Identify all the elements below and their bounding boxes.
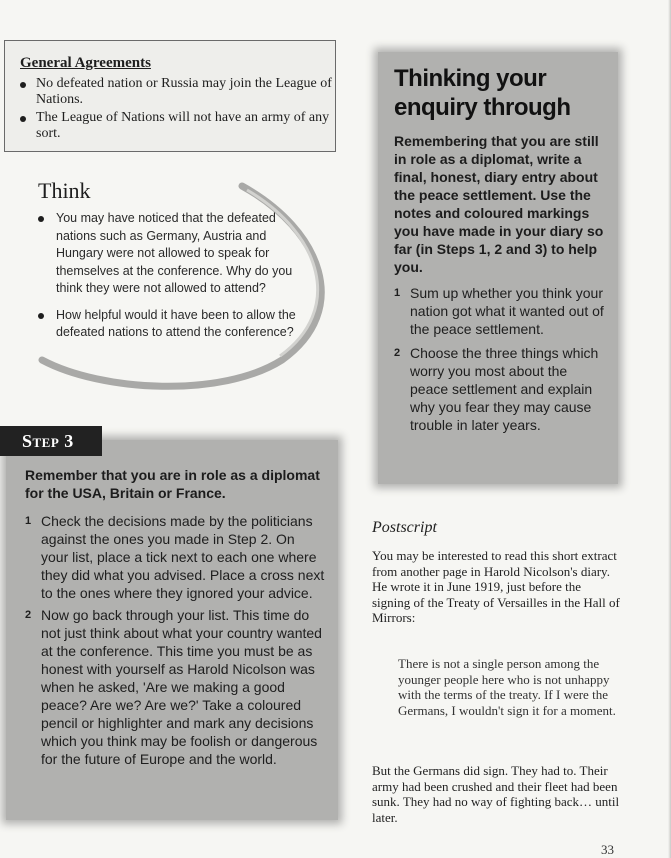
diary-quote: There is not a single person among the younger people here who is not unhappy with the terms of the treaty. If I were the Germans, I wouldn't sign it for a moment. — [398, 656, 616, 718]
task-text: Choose the three things which worry you most about the peace settlement and explain why you fear they may cause trouble in later years. — [410, 345, 599, 433]
list-item — [38, 210, 303, 298]
enquiry-tasks — [394, 284, 604, 440]
item-number: 1 — [394, 287, 401, 299]
step3-instructions — [25, 512, 325, 772]
list-item — [20, 76, 332, 108]
postscript-intro: You may be interested to read this short extract from another page in Harold Nicolson's diary. He wrote it in June 1919, just before the signing of the Treaty of Versailles in the Hall of Mirrors: — [372, 548, 620, 625]
page-number: 33 — [601, 842, 614, 857]
step3-tab — [0, 426, 102, 456]
enquiry-intro: Remembering that you are still in role as a diplomat, write a final, honest, diary entry about the peace settlement. Use the notes and coloured markings you have made in your diary so far (in Steps 1, 2 and 3) to help you. — [394, 133, 604, 275]
list-item — [394, 344, 604, 434]
instruction-text: Now go back through your list. This time do not just think about what your country wanted at the conference. This time you must be as honest with yourself as Harold Nicolson was when he asked, 'Are we making a good peace? Are we? Are we?' Take a coloured pencil or highlighter and mark any decisions which you think may be foolish or dangerous for the future of Europe and the world. — [41, 607, 322, 767]
list-item — [25, 512, 325, 602]
question-text: How helpful would it have been to allow the defeated nations to attend the conference? — [56, 307, 296, 339]
list-item — [394, 284, 604, 338]
item-number: 1 — [25, 515, 32, 527]
postscript-closing: But the Germans did sign. They had to. Their army had been crushed and their fleet had been sunk. They had no way of fighting back… until later. — [372, 763, 620, 825]
list-item — [20, 110, 332, 142]
step3-label: Step 3 — [22, 431, 74, 451]
task-text: Sum up whether you think your nation got what it wanted out of the peace settlement. — [410, 285, 604, 337]
think-questions — [38, 210, 303, 351]
bullet-icon — [38, 313, 44, 319]
general-agreements-title: General Agreements — [20, 55, 151, 71]
list-item — [25, 606, 325, 768]
enquiry-heading: Thinking your enquiry through — [394, 65, 571, 121]
instruction-text: Check the decisions made by the politicians against the ones you made in Step 2. On your list, place a tick next to each one where they did what you advised. Place a cross next to the ones where they ignored your advice. — [41, 513, 325, 601]
general-agreements-list — [20, 76, 332, 144]
agreement-text: The League of Nations will not have an army of any sort. — [36, 110, 330, 141]
bullet-icon — [38, 216, 44, 222]
step3-intro: Remember that you are in role as a diplomat for the USA, Britain or France. — [25, 467, 320, 501]
bullet-icon — [20, 82, 26, 88]
agreement-text: No defeated nation or Russia may join the League of Nations. — [36, 76, 332, 107]
postscript-heading: Postscript — [372, 519, 437, 536]
think-heading: Think — [38, 178, 91, 203]
question-text: You may have noticed that the defeated nations such as Germany, Austria and Hungary were not allowed to speak for themselves at the conference. Why do you think they were not allowed to attend? — [56, 211, 293, 295]
item-number: 2 — [394, 347, 401, 359]
item-number: 2 — [25, 609, 32, 621]
bullet-icon — [20, 116, 26, 122]
list-item — [38, 307, 303, 342]
